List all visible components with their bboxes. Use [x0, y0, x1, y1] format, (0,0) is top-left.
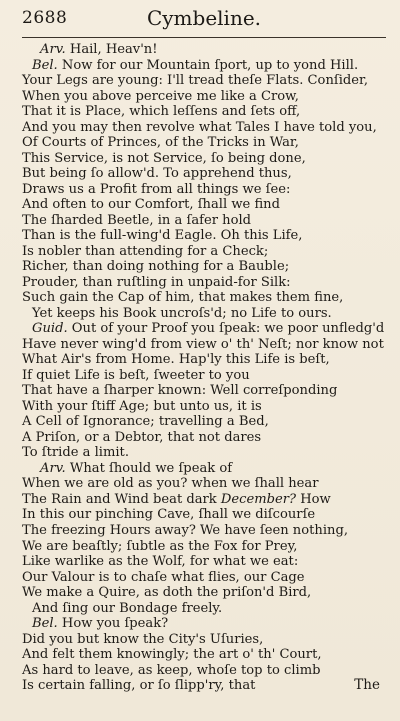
verse-line	[22, 461, 386, 477]
verse-line	[22, 616, 386, 632]
verse-line	[22, 476, 386, 492]
line-text: When we are old as you? when we ſhall hear	[22, 476, 319, 492]
line-text: What ſhould we ſpeak of	[65, 460, 233, 476]
speaker-name: Bel.	[32, 616, 58, 632]
verse-line	[22, 554, 386, 570]
line-text: If quiet Life is beſt, ſweeter to you	[22, 367, 250, 383]
verse-line	[22, 321, 386, 337]
verse-line	[22, 275, 386, 291]
verse-line	[22, 89, 386, 105]
verse-line	[22, 601, 386, 617]
line-text: Is certain falling, or ſo ſlipp'ry, that	[22, 678, 256, 694]
verse-line	[22, 399, 386, 415]
verse-line	[22, 570, 386, 586]
verse-line	[22, 306, 386, 322]
verse-line	[22, 182, 386, 198]
verse-line	[22, 259, 386, 275]
play-text	[22, 42, 386, 694]
verse-line	[22, 197, 386, 213]
verse-line	[22, 539, 386, 555]
line-text: Is nobler than attending for a Check;	[22, 243, 269, 259]
line-text-tail: How	[296, 491, 331, 507]
verse-line	[22, 383, 386, 399]
line-text: And felt them knowingly; the art o' th' Court,	[22, 647, 322, 663]
line-text: With your ſtiff Age; but unto us, it is	[22, 398, 262, 414]
verse-line	[22, 647, 386, 663]
verse-line	[22, 632, 386, 648]
line-text: How you ſpeak?	[57, 616, 169, 632]
line-text: What Air's from Home. Hap'ly this Life is beſt,	[22, 352, 330, 368]
verse-line	[22, 507, 386, 523]
line-text: Your Legs are young: I'll tread theſe Flats. Conſider,	[22, 73, 369, 89]
verse-line	[22, 228, 386, 244]
verse-line	[22, 523, 386, 539]
line-text: The Rain and Wind beat dark	[22, 491, 221, 507]
speaker-name: Guid.	[32, 321, 68, 337]
line-text: And you may then revolve what Tales I have told you,	[22, 119, 377, 135]
verse-line	[22, 678, 386, 694]
speaker-name: Arv.	[40, 42, 66, 57]
verse-line	[22, 73, 386, 89]
verse-line	[22, 58, 386, 74]
line-text: Like warlike as the Wolf, for what we eat:	[22, 554, 299, 570]
verse-line	[22, 337, 386, 353]
line-text: Did you but know the City's Uſuries,	[22, 631, 264, 647]
italic-word: December?	[220, 491, 297, 507]
line-text: Hail, Heav'n!	[65, 42, 158, 57]
verse-line	[22, 663, 386, 679]
verse-line	[22, 492, 386, 508]
line-text: A Cell of Ignorance; travelling a Bed,	[22, 414, 269, 430]
line-text: That it is Place, which leſſens and ſets off,	[22, 104, 301, 120]
line-text: Than is the full-wing'd Eagle. Oh this Life,	[22, 228, 303, 244]
verse-line	[22, 151, 386, 167]
catchword: The	[354, 677, 380, 694]
verse-line	[22, 42, 386, 58]
line-text: A Priſon, or a Debtor, that not dares	[22, 429, 262, 445]
verse-line	[22, 120, 386, 136]
page-header	[22, 6, 386, 40]
line-text: We are beaſtly; ſubtle as the Fox for Prey,	[22, 538, 298, 554]
header-rule	[22, 37, 386, 38]
line-text: Of Courts of Princes, of the Tricks in War,	[22, 135, 299, 151]
verse-line	[22, 135, 386, 151]
page-number: 2688	[22, 8, 68, 28]
verse-line	[22, 445, 386, 461]
verse-line	[22, 585, 386, 601]
line-text: The ſharded Beetle, in a ſafer hold	[22, 212, 252, 228]
line-text: Out of your Proof you ſpeak: we poor unfledg'd	[67, 321, 385, 337]
line-text: This Service, is not Service, ſo being done,	[22, 150, 306, 166]
line-text: To ſtride a limit.	[22, 445, 129, 461]
verse-line	[22, 104, 386, 120]
line-text: The freezing Hours away? We have ſeen nothing,	[22, 522, 348, 538]
line-text: Richer, than doing nothing for a Bauble;	[22, 259, 290, 275]
line-text: Draws us a Profit from all things we ſee:	[22, 181, 291, 197]
speaker-name: Arv.	[40, 460, 66, 476]
line-text: Have never wing'd from view o' th' Neſt; nor know not	[22, 336, 384, 352]
line-text: Such gain the Cap of him, that makes them fine,	[22, 290, 344, 306]
line-text: That have a ſharper known: Well correſponding	[22, 383, 338, 399]
speaker-name: Bel.	[32, 57, 58, 73]
verse-line	[22, 244, 386, 260]
verse-line	[22, 213, 386, 229]
verse-line	[22, 166, 386, 182]
line-text: Yet keeps his Book uncroſs'd; no Life to ours.	[32, 305, 332, 321]
line-text: But being ſo allow'd. To apprehend thus,	[22, 166, 292, 182]
verse-line	[22, 352, 386, 368]
line-text: In this our pinching Cave, ſhall we diſcourſe	[22, 507, 316, 523]
running-title: Cymbeline.	[146, 6, 262, 30]
verse-line	[22, 290, 386, 306]
line-text: Our Valour is to chaſe what flies, our Cage	[22, 569, 305, 585]
line-text: When you above perceive me like a Crow,	[22, 88, 299, 104]
line-text: Now for our Mountain ſport, up to yond Hill.	[57, 57, 359, 73]
line-text: We make a Quire, as doth the priſon'd Bird,	[22, 585, 312, 601]
verse-line	[22, 414, 386, 430]
line-text: And often to our Comfort, ſhall we find	[22, 197, 280, 213]
verse-line	[22, 368, 386, 384]
verse-line	[22, 430, 386, 446]
line-text: And ſing our Bondage freely.	[32, 600, 223, 616]
line-text: As hard to leave, as keep, whoſe top to climb	[22, 662, 321, 678]
line-text: Prouder, than ruſtling in unpaid-for Silk:	[22, 274, 291, 290]
